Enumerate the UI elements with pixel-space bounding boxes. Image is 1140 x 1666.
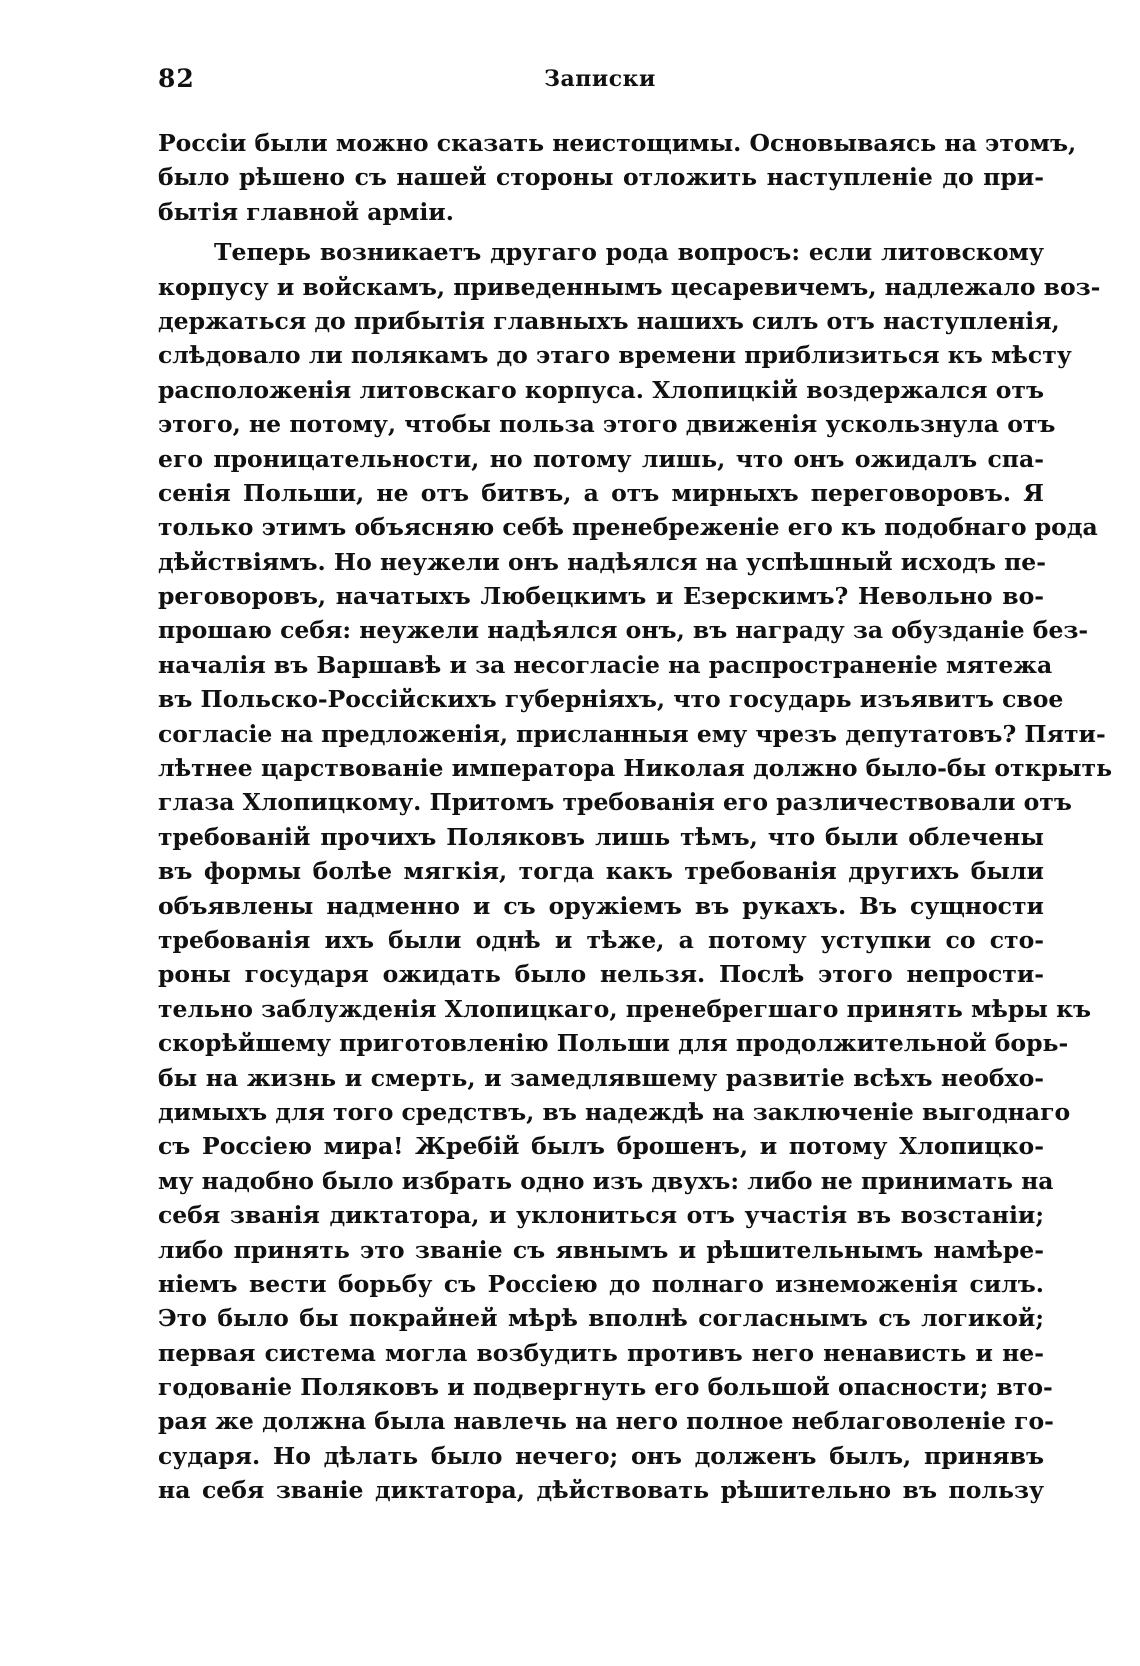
text-line: его проницательности, но потому лишь, что онъ ожидалъ спа- — [158, 444, 1044, 473]
text-line: на себя званіе диктатора, дѣйствовать рѣшительно въ пользу — [158, 1476, 1044, 1505]
text-line: лѣтнее царствованіе императора Николая должно было-бы открыть — [158, 754, 1113, 783]
text-line: Теперь возникаетъ другаго рода вопросъ: если литовскому — [214, 238, 1044, 267]
text-line: роны государя ожидать было нельзя. Послѣ этого непрости- — [158, 960, 1044, 989]
text-line: себя званія диктатора, и уклониться отъ участія въ возстаніи; — [158, 1201, 1044, 1230]
text-line: расположенія литовскаго корпуса. Хлопицкій воздержался отъ — [158, 375, 1044, 404]
page-number: 82 — [158, 64, 195, 93]
text-line: димыхъ для того средствъ, въ надеждѣ на заключеніе выгоднаго — [158, 1097, 1071, 1126]
text-line: только этимъ объясняю себѣ пренебреженіе его къ подобнаго рода — [158, 513, 1098, 542]
text-line: объявлены надменно и съ оружіемъ въ рукахъ. Въ сущности — [158, 891, 1044, 920]
text-line: тельно заблужденія Хлопицкаго, пренебрегшаго принять мѣры къ — [158, 994, 1092, 1023]
text-line: этого, не потому, чтобы польза этого движенія ускользнула отъ — [158, 410, 1056, 439]
page-header — [158, 64, 1042, 100]
text-line: глаза Хлопицкому. Притомъ требованія его различествовали отъ — [158, 788, 1072, 817]
text-line: съ Россіею мира! Жребій былъ брошенъ, и потому Хлопицко- — [158, 1132, 1044, 1161]
running-title: Записки — [544, 66, 656, 92]
text-line: въ Польско-Россійскихъ губерніяхъ, что государь изъявитъ свое — [158, 685, 1064, 714]
paragraph — [158, 235, 1113, 1507]
text-line: ніемъ вести борьбу съ Россіею до полнаго изнеможенія силъ. — [158, 1269, 1044, 1298]
text-line: слѣдовало ли полякамъ до этаго времени приблизиться къ мѣсту — [158, 341, 1072, 370]
text-line: корпусу и войскамъ, приведеннымъ цесаревичемъ, надлежало воз- — [158, 272, 1101, 301]
text-line: требованій прочихъ Поляковъ лишь тѣмъ, что были облечены — [158, 822, 1044, 851]
text-line: либо принять это званіе съ явнымъ и рѣшительнымъ намѣре- — [158, 1235, 1044, 1264]
text-line: требованія ихъ были однѣ и тѣже, а потому уступки со сто- — [158, 925, 1044, 954]
text-line: Россіи были можно сказать неистощимы. Основываясь на этомъ, — [158, 129, 1077, 157]
text-line: бытія главной арміи. — [158, 197, 454, 226]
text-line: согласіе на предложенія, присланныя ему чрезъ депутатовъ? Пяти- — [158, 719, 1106, 748]
text-line: реговоровъ, начатыхъ Любецкимъ и Езерскимъ? Невольно во- — [158, 582, 1044, 611]
text-line: Это было бы покрайней мѣрѣ вполнѣ согласнымъ съ логикой; — [158, 1304, 1044, 1333]
text-line: дѣйствіямъ. Но неужели онъ надѣялся на успѣшный исходъ пе- — [158, 547, 1047, 576]
text-line: въ формы болѣе мягкія, тогда какъ требованія другихъ были — [158, 857, 1044, 886]
text-line: было рѣшено съ нашей стороны отложить наступленіе до при- — [158, 163, 1044, 192]
text-line: первая система могла возбудить противъ него ненависть и не- — [158, 1338, 1044, 1367]
text-line: сенія Польши, не отъ битвъ, а отъ мирныхъ переговоровъ. Я — [158, 478, 1044, 507]
text-line: скорѣйшему приготовленію Польши для продолжительной борь- — [158, 1029, 1069, 1058]
paragraph — [158, 126, 1077, 229]
text-line: бы на жизнь и смерть, и замедлявшему развитіе всѣхъ необхо- — [158, 1063, 1044, 1092]
text-line: держаться до прибытія главныхъ нашихъ силъ отъ наступленія, — [158, 306, 1060, 335]
text-line: годованіе Поляковъ и подвергнуть его большой опасности; вто- — [158, 1373, 1053, 1402]
text-line: рая же должна была навлечь на него полное неблаговоленіе го- — [158, 1407, 1054, 1436]
text-line: началія въ Варшавѣ и за несогласіе на распространеніе мятежа — [158, 650, 1053, 679]
text-line: прошаю себя: неужели надѣялся онъ, въ награду за обузданіе без- — [158, 616, 1089, 645]
text-line: му надобно было избрать одно изъ двухъ: либо не принимать на — [158, 1166, 1054, 1195]
body-text — [158, 126, 1113, 1508]
text-line: сударя. Но дѣлать было нечего; онъ долженъ былъ, принявъ — [158, 1441, 1044, 1470]
